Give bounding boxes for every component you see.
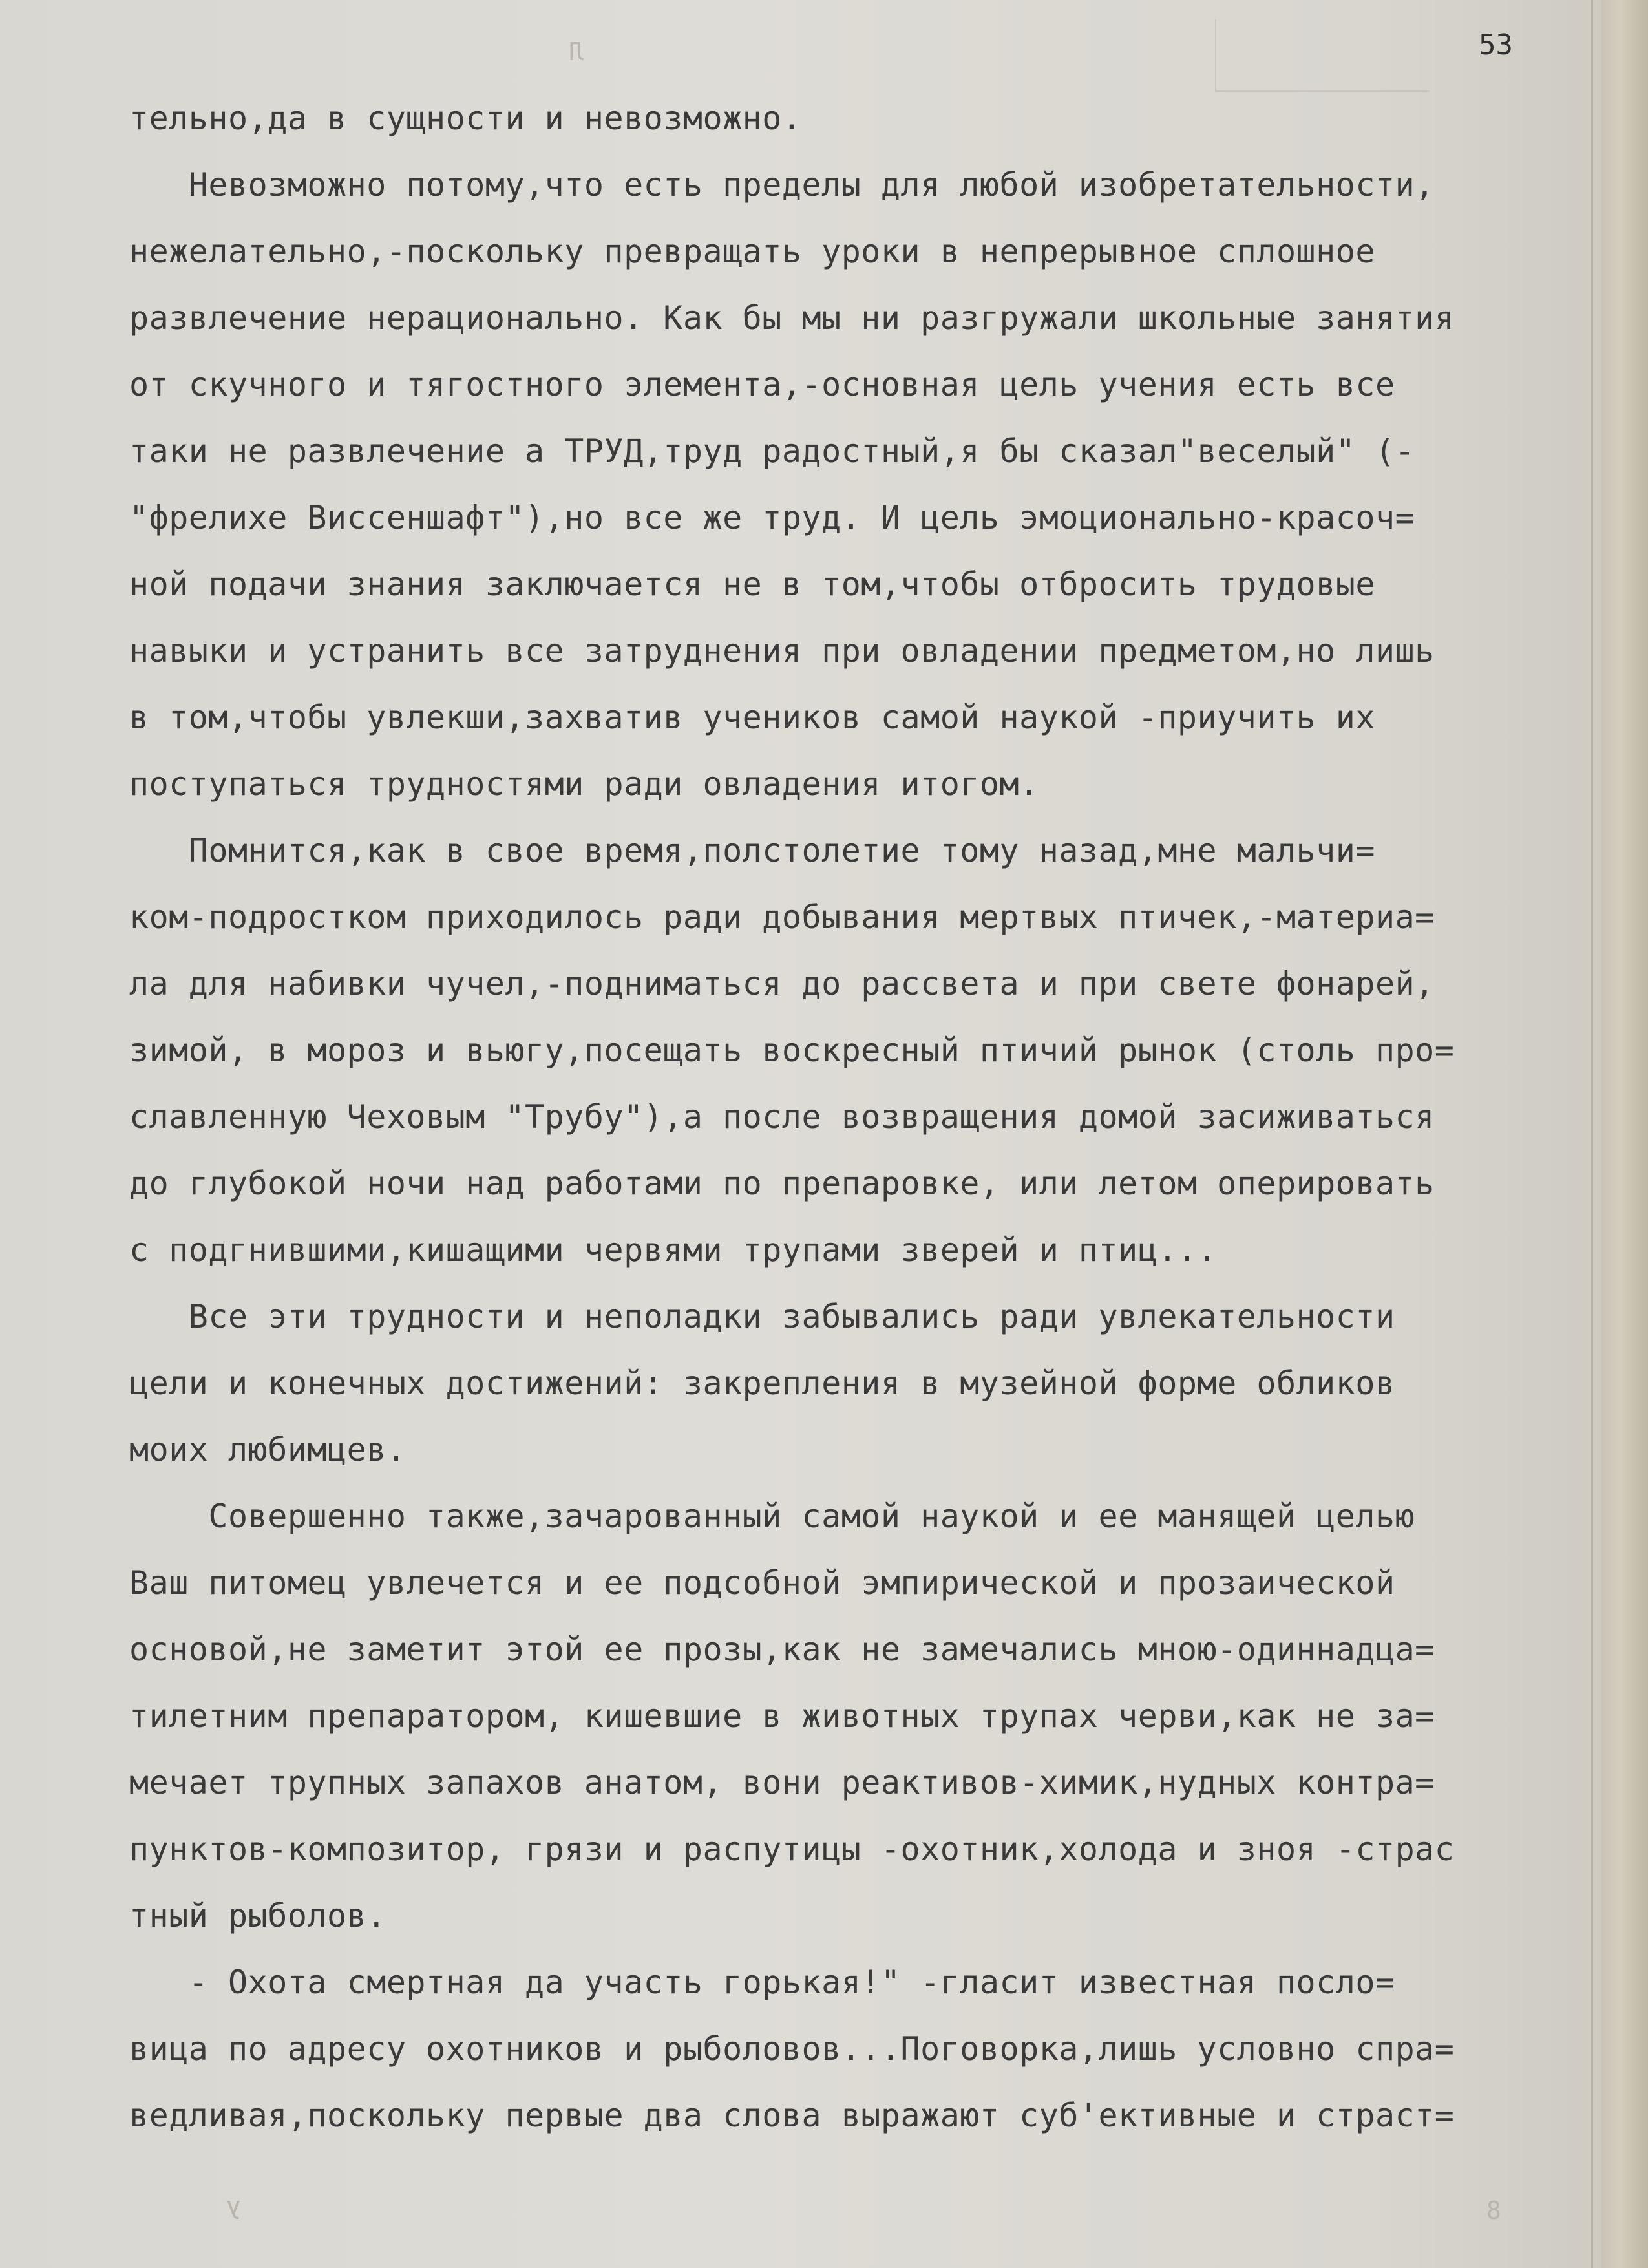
text-line: Ваш питомец увлечется и ее подсобной эмпирической и прозаической xyxy=(129,1564,1395,1602)
typewritten-body xyxy=(129,85,1583,2149)
text-line: от скучного и тягостного элемента,-основная цель учения есть все xyxy=(129,366,1395,403)
bleed-through-text-bottom: У xyxy=(226,2196,241,2225)
text-line: ком-подростком приходилось ради добывания мертвых птичек,-материа= xyxy=(129,898,1435,936)
text-line: тный рыболов. xyxy=(129,1897,386,1934)
text-line: вица по адресу охотников и рыболовов...Поговорка,лишь условно спра= xyxy=(129,2030,1455,2068)
text-line: зимой, в мороз и вьюгу,посещать воскресный птичий рынок (столь про= xyxy=(129,1032,1455,1069)
text-line: цели и конечных достижений: закрепления в музейной форме обликов xyxy=(129,1364,1395,1402)
text-line: "фрелихе Виссеншафт"),но все же труд. И цель эмоционально-красоч= xyxy=(129,499,1415,536)
faded-stamp-frame xyxy=(1215,19,1430,92)
text-line: Совершенно также,зачарованный самой наукой и ее манящей целью xyxy=(129,1498,1415,1535)
page-number: 53 xyxy=(1479,28,1513,61)
text-line: тилетним препаратором, кишевшие в животных трупах черви,как не за= xyxy=(129,1697,1435,1735)
text-line: тельно,да в сущности и невозможно. xyxy=(129,100,802,137)
text-line: мечает трупных запахов анатом, вони реактивов-химик,нудных контра= xyxy=(129,1764,1435,1801)
text-line: в том,чтобы увлекши,захватив учеников самой наукой -приучить их xyxy=(129,699,1375,736)
text-line: навыки и устранить все затруднения при овладении предметом,но лишь xyxy=(129,632,1435,670)
bleed-through-text-top: Л xyxy=(569,37,584,66)
page-edge-shadow xyxy=(1591,0,1593,2268)
text-line: нежелательно,-поскольку превращать уроки в непрерывное сплошное xyxy=(129,233,1375,270)
text-line: основой,не заметит этой ее прозы,как не замечались мною-одиннадца= xyxy=(129,1631,1435,1668)
text-line: до глубокой ночи над работами по препаровке, или летом оперировать xyxy=(129,1165,1435,1202)
text-line: с подгнившими,кишащими червями трупами зверей и птиц... xyxy=(129,1231,1218,1269)
text-line: развлечение нерационально. Как бы мы ни разгружали школьные занятия xyxy=(129,299,1455,337)
text-line: ведливая,поскольку первые два слова выражают суб'ективные и страст= xyxy=(129,2097,1455,2134)
paper-edge-strip xyxy=(1601,0,1648,2268)
text-line: пунктов-композитор, грязи и распутицы -охотник,холода и зноя -страс xyxy=(129,1830,1455,1868)
text-line: моих любимцев. xyxy=(129,1431,407,1468)
text-line: Все эти трудности и неполадки забывались ради увлекательности xyxy=(129,1298,1395,1335)
text-line: славленную Чеховым "Трубу"),а после возвращения домой засиживаться xyxy=(129,1098,1435,1136)
text-line: Невозможно потому,что есть пределы для любой изобретательности, xyxy=(129,166,1435,204)
text-line: Помнится,как в свое время,полстолетие тому назад,мне мальчи= xyxy=(129,832,1375,869)
text-line: ла для набивки чучел,-подниматься до рассвета и при свете фонарей, xyxy=(129,965,1435,1002)
text-line: ной подачи знания заключается не в том,чтобы отбросить трудовые xyxy=(129,566,1375,603)
text-line: поступаться трудностями ради овладения итогом. xyxy=(129,765,1039,803)
bleed-through-number: 8 xyxy=(1486,2196,1501,2225)
text-line: таки не развлечение а ТРУД,труд радостный,я бы сказал"веселый" (- xyxy=(129,432,1415,470)
text-line: - Охота смертная да участь горькая!" -гласит известная посло= xyxy=(129,1964,1395,2001)
